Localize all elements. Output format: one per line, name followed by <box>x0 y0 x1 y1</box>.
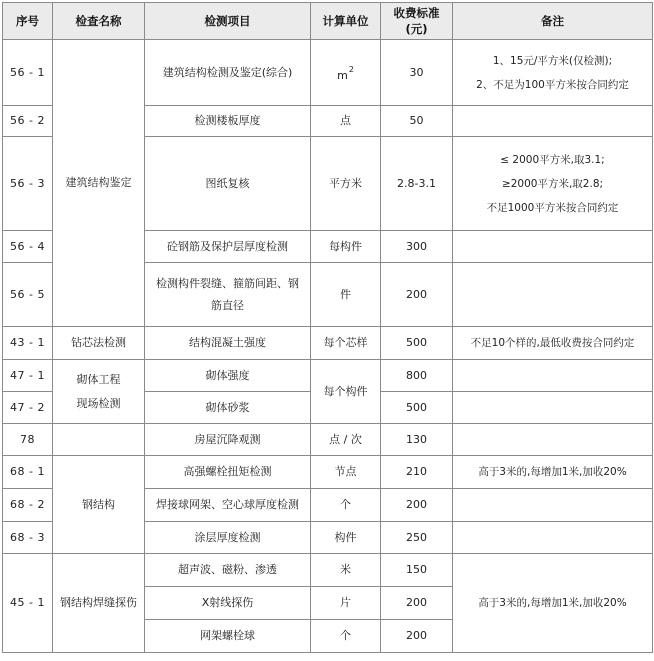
row-seq: 68 - 3 <box>3 522 53 554</box>
group-name-weld: 钢结构焊缝探伤 <box>53 554 145 653</box>
row-fee: 150 <box>381 554 453 587</box>
row-item: 图纸复核 <box>145 137 311 231</box>
row-note <box>453 522 653 554</box>
group-line: 现场检测 <box>76 396 121 410</box>
header-fee-line1: 收费标准 <box>393 6 440 20</box>
table-row <box>3 424 653 456</box>
row-fee: 200 <box>381 620 453 653</box>
group-name-masonry <box>53 360 145 424</box>
row-unit: 件 <box>311 263 381 327</box>
header-seq: 序号 <box>3 3 53 40</box>
row-note <box>453 392 653 424</box>
row-fee: 2.8-3.1 <box>381 137 453 231</box>
row-seq: 56 - 4 <box>3 231 53 263</box>
row-item: 砌体强度 <box>145 360 311 392</box>
header-note: 备注 <box>453 3 653 40</box>
row-item: X射线探伤 <box>145 587 311 620</box>
group-name-core: 钻芯法检测 <box>53 327 145 360</box>
row-seq: 56 - 2 <box>3 106 53 137</box>
row-fee: 250 <box>381 522 453 554</box>
row-unit <box>311 40 381 106</box>
note-line: 不足1000平方米按合同约定 <box>486 201 619 214</box>
group-note-weld: 高于3米的,每增加1米,加收20% <box>453 554 653 653</box>
group-line: 砌体工程 <box>76 372 121 386</box>
row-fee: 200 <box>381 587 453 620</box>
row-unit: 个 <box>311 620 381 653</box>
table-row <box>3 554 653 587</box>
item-line: 检测构件裂缝、箍筋间距、钢 <box>156 276 299 290</box>
row-note <box>453 424 653 456</box>
row-item: 房屋沉降观测 <box>145 424 311 456</box>
row-unit: 点 / 次 <box>311 424 381 456</box>
row-item: 焊接球网架、空心球厚度检测 <box>145 489 311 522</box>
fee-table <box>2 2 653 653</box>
note-line: 1、15元/平方米(仅检测); <box>492 54 613 67</box>
group-unit-masonry: 每个构件 <box>311 360 381 424</box>
note-line: 2、不足为100平方米按合同约定 <box>476 78 629 91</box>
row-item: 结构混凝土强度 <box>145 327 311 360</box>
row-seq: 47 - 2 <box>3 392 53 424</box>
row-fee: 800 <box>381 360 453 392</box>
row-fee: 30 <box>381 40 453 106</box>
row-note: 不足10个样的,最低收费按合同约定 <box>453 327 653 360</box>
row-unit: 点 <box>311 106 381 137</box>
row-fee: 210 <box>381 456 453 489</box>
row-fee: 200 <box>381 263 453 327</box>
row-fee: 130 <box>381 424 453 456</box>
header-item: 检测项目 <box>145 3 311 40</box>
row-item: 检测楼板厚度 <box>145 106 311 137</box>
row-item: 涂层厚度检测 <box>145 522 311 554</box>
group-name-structure: 建筑结构鉴定 <box>53 40 145 327</box>
row-fee: 200 <box>381 489 453 522</box>
row-fee: 500 <box>381 327 453 360</box>
row-unit: 节点 <box>311 456 381 489</box>
row-seq: 56 - 1 <box>3 40 53 106</box>
row-note <box>453 137 653 231</box>
row-unit: 构件 <box>311 522 381 554</box>
item-line: 筋直径 <box>211 298 244 312</box>
row-note <box>453 231 653 263</box>
row-note <box>453 489 653 522</box>
row-note <box>453 40 653 106</box>
row-unit: 米 <box>311 554 381 587</box>
row-item <box>145 263 311 327</box>
note-line: ≥2000平方米,取2.8; <box>501 177 604 190</box>
row-item: 高强螺栓扭矩检测 <box>145 456 311 489</box>
table-row <box>3 360 653 392</box>
note-line: ≤ 2000平方米,取3.1; <box>500 153 605 166</box>
table-row <box>3 327 653 360</box>
header-row <box>3 3 653 40</box>
row-seq: 68 - 1 <box>3 456 53 489</box>
row-seq: 78 <box>3 424 53 456</box>
row-seq: 56 - 5 <box>3 263 53 327</box>
row-unit: 每个芯样 <box>311 327 381 360</box>
row-seq: 45 - 1 <box>3 554 53 653</box>
row-seq: 56 - 3 <box>3 137 53 231</box>
row-unit: 片 <box>311 587 381 620</box>
group-name-steel: 钢结构 <box>53 456 145 554</box>
row-seq: 43 - 1 <box>3 327 53 360</box>
row-fee: 300 <box>381 231 453 263</box>
row-fee: 500 <box>381 392 453 424</box>
row-unit: 平方米 <box>311 137 381 231</box>
header-name: 检查名称 <box>53 3 145 40</box>
row-item: 砼钢筋及保护层厚度检测 <box>145 231 311 263</box>
row-unit: 每构件 <box>311 231 381 263</box>
row-seq: 47 - 1 <box>3 360 53 392</box>
row-item: 建筑结构检测及鉴定(综合) <box>145 40 311 106</box>
unit-sup: 2 <box>348 64 354 74</box>
row-note <box>453 263 653 327</box>
header-fee-line2: (元) <box>405 22 428 36</box>
row-note: 高于3米的,每增加1米,加收20% <box>453 456 653 489</box>
header-unit: 计算单位 <box>311 3 381 40</box>
row-note <box>453 360 653 392</box>
row-unit: 个 <box>311 489 381 522</box>
row-item: 超声波、磁粉、渗透 <box>145 554 311 587</box>
row-item: 砌体砂浆 <box>145 392 311 424</box>
row-name <box>53 424 145 456</box>
table-row <box>3 40 653 106</box>
row-seq: 68 - 2 <box>3 489 53 522</box>
table-row <box>3 456 653 489</box>
header-fee <box>381 3 453 40</box>
row-note <box>453 106 653 137</box>
unit-base: m <box>337 68 348 82</box>
row-item: 网架螺栓球 <box>145 620 311 653</box>
row-fee: 50 <box>381 106 453 137</box>
